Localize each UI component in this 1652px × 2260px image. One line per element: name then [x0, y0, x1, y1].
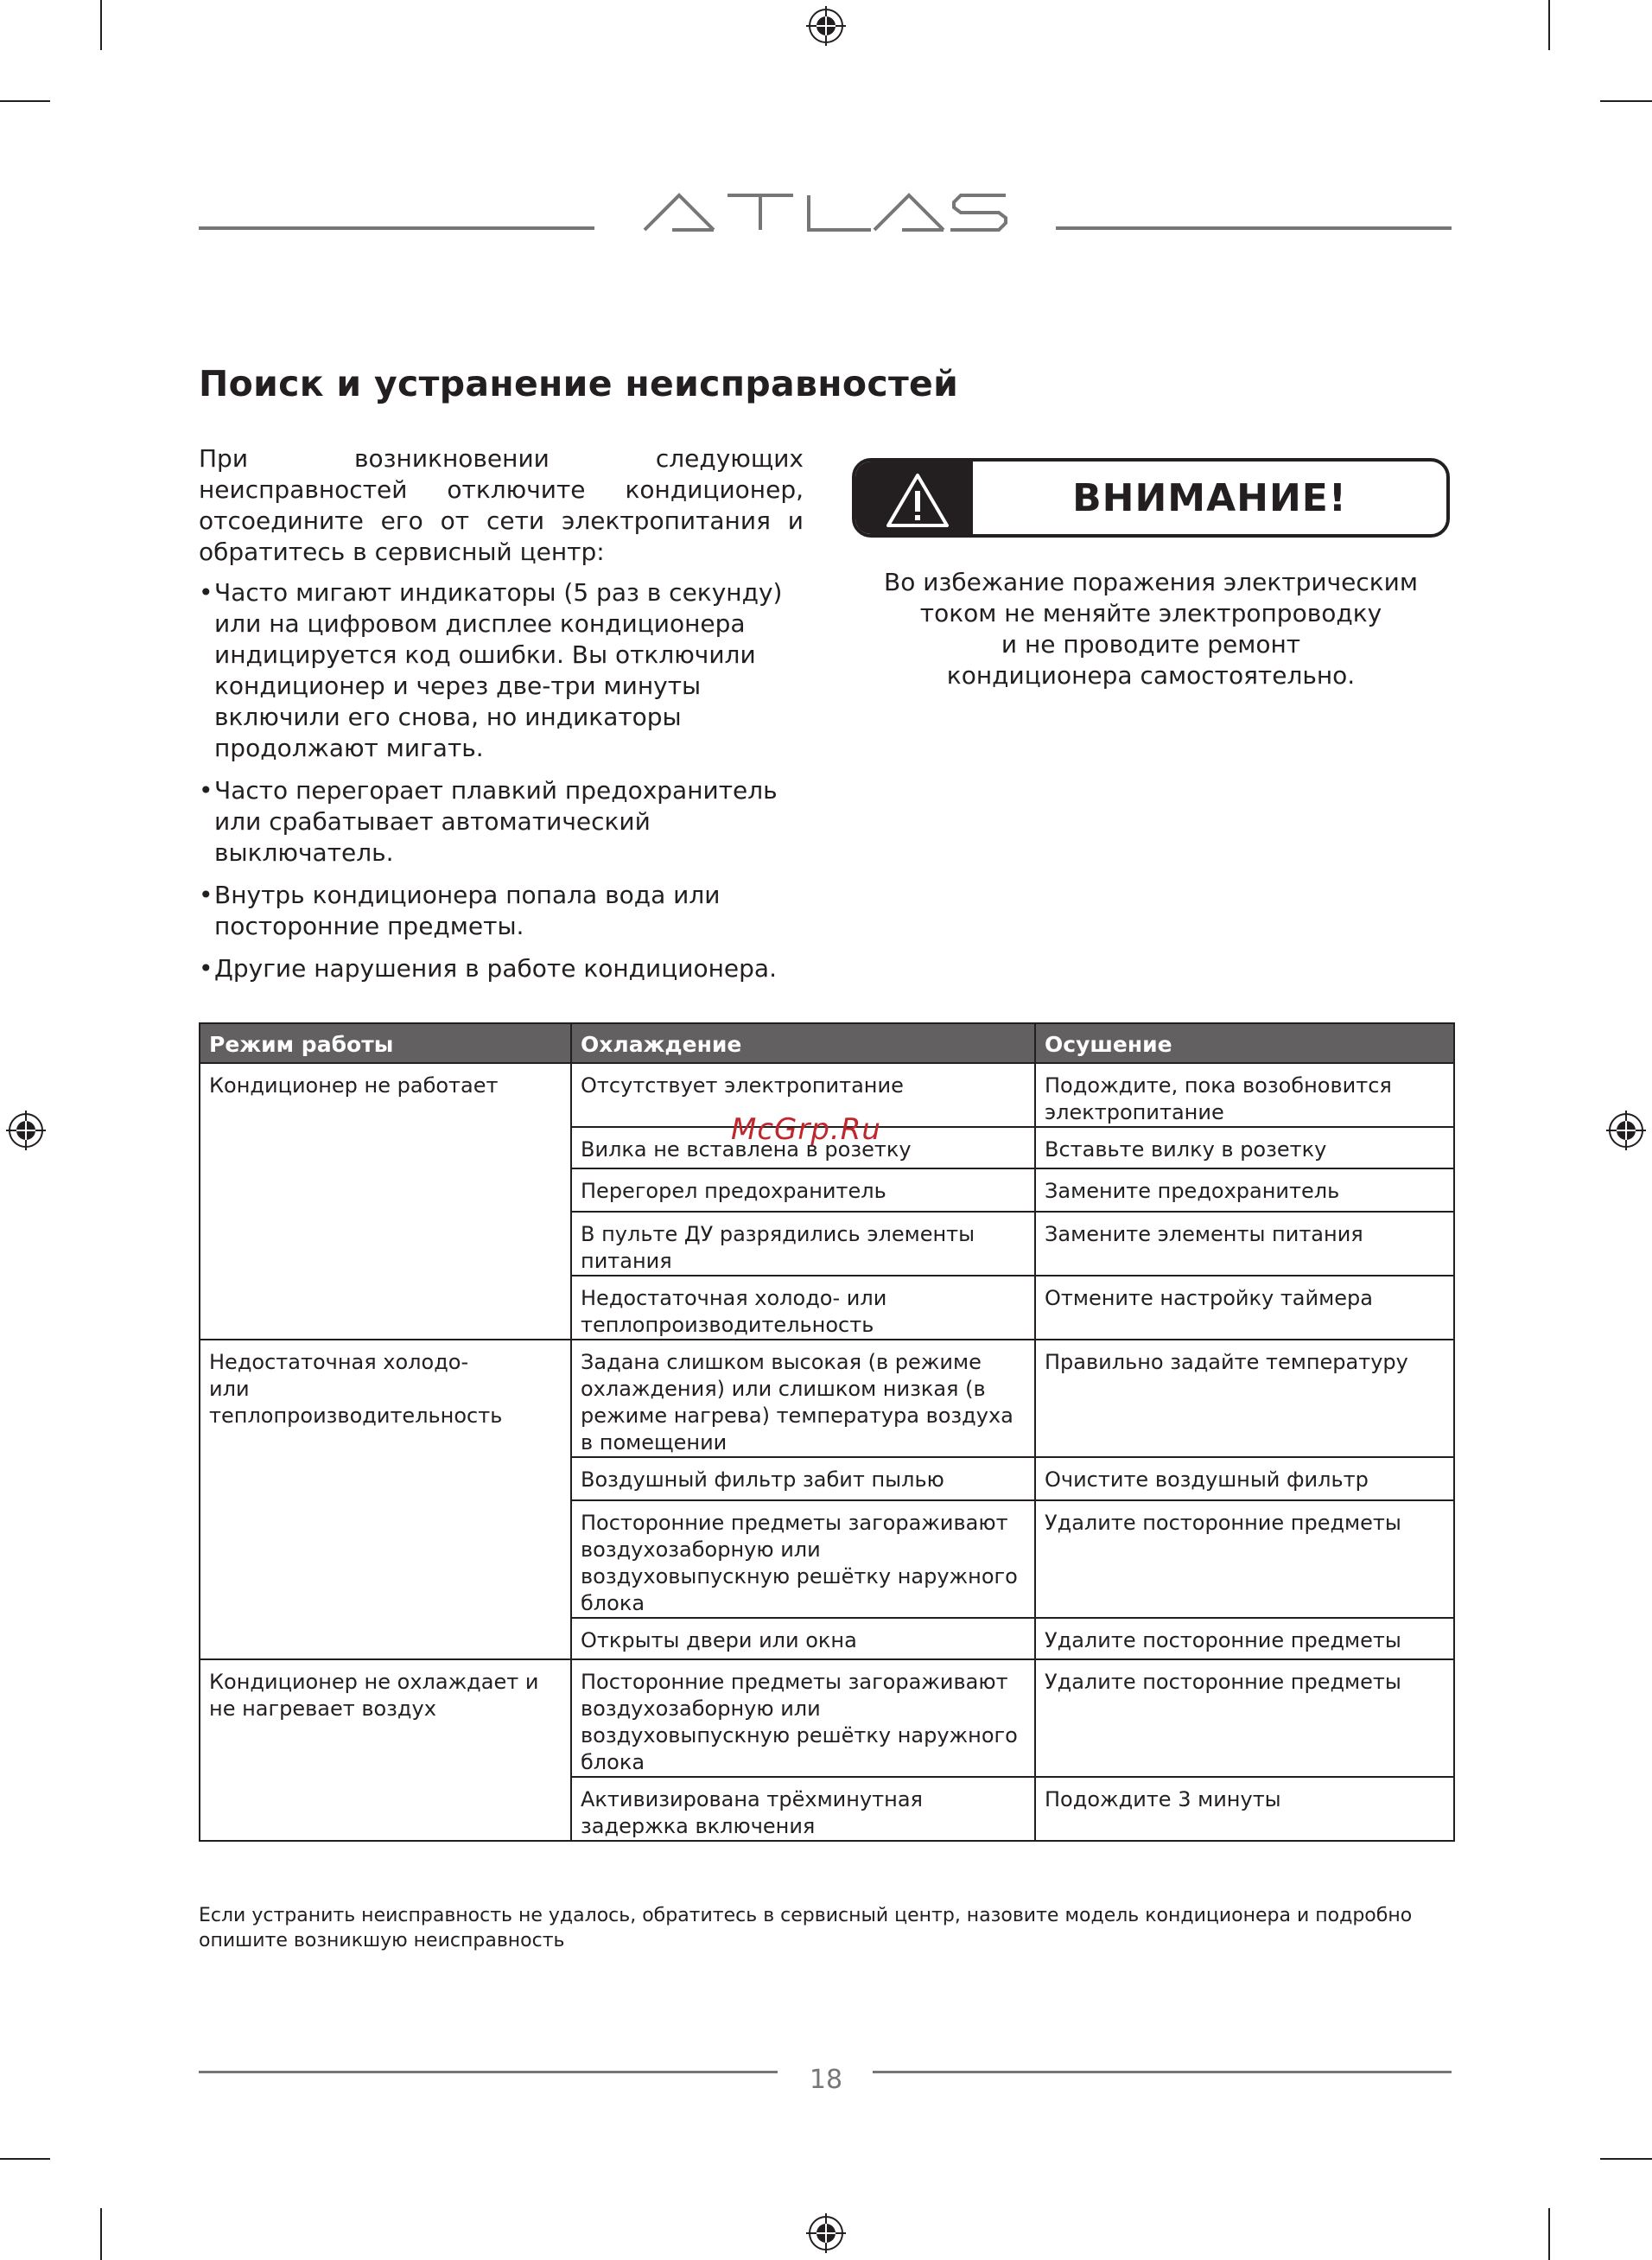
- remedy-cell: Удалите посторонние предметы: [1035, 1618, 1454, 1659]
- header-rule-left: [199, 226, 594, 230]
- cause-cell: Активизирована трёхминутная задержка включения: [571, 1777, 1035, 1841]
- remedy-cell: Отмените настройку таймера: [1035, 1276, 1454, 1340]
- warning-text: Во избежание поражения электрическим током не меняйте электропроводку и не проводите ремонт кондиционера самостоятельно.: [884, 568, 1418, 690]
- cause-cell: Воздушный фильтр забит пылью: [571, 1457, 1035, 1500]
- cause-cell: В пульте ДУ разрядились элементы питания: [571, 1212, 1035, 1276]
- remedy-cell: Подождите, пока возобновится электропитание: [1035, 1063, 1454, 1127]
- registration-mark-icon: [1606, 1111, 1646, 1150]
- column-header: Охлаждение: [571, 1023, 1035, 1063]
- cause-cell: Недостаточная холодо- или теплопроизводительность: [571, 1276, 1035, 1340]
- mode-cell: Недостаточная холодо- или теплопроизводительность: [200, 1340, 571, 1659]
- intro-paragraph: При возникновении следующих неисправностей отключите кондиционер, отсоедините его от сети электропитания и обратитесь в сервисный центр:: [199, 444, 804, 566]
- list-item: • Часто перегорает плавкий предохранитель или срабатывает автоматический выключатель.: [199, 776, 778, 867]
- crop-mark: [1600, 2158, 1652, 2160]
- cause-cell: Открыты двери или окна: [571, 1618, 1035, 1659]
- crop-mark: [0, 100, 50, 102]
- warning-title: ВНИМАНИЕ!: [1072, 475, 1347, 520]
- mode-cell: Кондиционер не работает: [200, 1063, 571, 1340]
- crop-mark: [100, 0, 102, 50]
- remedy-cell: Подождите 3 минуты: [1035, 1777, 1454, 1841]
- remedy-cell: Правильно задайте температуру: [1035, 1340, 1454, 1457]
- remedy-cell: Удалите посторонние предметы: [1035, 1500, 1454, 1618]
- crop-mark: [1548, 0, 1550, 50]
- cause-cell: Посторонние предметы загораживают воздухозаборную или воздуховыпускную решётку наружного блока: [571, 1659, 1035, 1777]
- header-rule-right: [1056, 226, 1452, 230]
- crop-mark: [1548, 2208, 1550, 2260]
- list-item: • Внутрь кондиционера попала вода или посторонние предметы.: [199, 881, 721, 940]
- list-item: • Другие нарушения в работе кондиционера.: [199, 954, 777, 983]
- warning-triangle-icon: [885, 472, 950, 529]
- list-item: • Часто мигают индикаторы (5 раз в секунду) или на цифровом дисплее кондиционера индицируется код ошибки. Вы отключили кондиционер и через две-три минуты включили его снова, но индикаторы продолжают мигать.: [199, 578, 783, 762]
- footer-rule-left: [199, 2071, 778, 2073]
- page-number: 18: [809, 2065, 843, 2095]
- table-header-row: [200, 1023, 1454, 1063]
- registration-mark-icon: [6, 1111, 46, 1150]
- cause-cell: Задана слишком высокая (в режиме охлаждения) или слишком низкая (в режиме нагрева) температура воздуха в помещении: [571, 1340, 1035, 1457]
- footer-rule-right: [873, 2071, 1452, 2073]
- watermark: McGrp.Ru: [731, 1112, 881, 1147]
- registration-mark-icon: [806, 2213, 846, 2253]
- brand-logo: [641, 190, 1009, 233]
- footer-note: Если устранить неисправность не удалось, обратитесь в сервисный центр, назовите модель кондиционера и подробно опишите возникшую неисправность: [199, 1905, 1413, 1951]
- remedy-cell: Удалите посторонние предметы: [1035, 1659, 1454, 1777]
- column-header: Режим работы: [200, 1023, 571, 1063]
- remedy-cell: Вставьте вилку в розетку: [1035, 1127, 1454, 1168]
- cause-cell: Отсутствует электропитание: [571, 1063, 1035, 1127]
- crop-mark: [1600, 100, 1652, 102]
- remedy-cell: Очистите воздушный фильтр: [1035, 1457, 1454, 1500]
- cause-cell: Вилка не вставлена в розетку: [571, 1127, 1035, 1168]
- warning-banner: [852, 458, 1450, 538]
- cause-cell: Перегорел предохранитель: [571, 1168, 1035, 1212]
- crop-mark: [0, 2158, 50, 2160]
- page-title: Поиск и устранение неисправностей: [199, 363, 959, 404]
- atlas-logo-icon: [641, 190, 1009, 233]
- column-header: Осушение: [1035, 1023, 1454, 1063]
- remedy-cell: Замените элементы питания: [1035, 1212, 1454, 1276]
- registration-mark-icon: [806, 6, 846, 46]
- table-row: [200, 1659, 1454, 1777]
- table-row: [200, 1340, 1454, 1457]
- symptom-list: [199, 577, 812, 996]
- crop-mark: [100, 2208, 102, 2260]
- mode-cell: Кондиционер не охлаждает и не нагревает воздух: [200, 1659, 571, 1841]
- warning-icon-panel: [855, 462, 973, 534]
- cause-cell: Посторонние предметы загораживают воздухозаборную или воздуховыпускную решётку наружного блока: [571, 1500, 1035, 1618]
- remedy-cell: Замените предохранитель: [1035, 1168, 1454, 1212]
